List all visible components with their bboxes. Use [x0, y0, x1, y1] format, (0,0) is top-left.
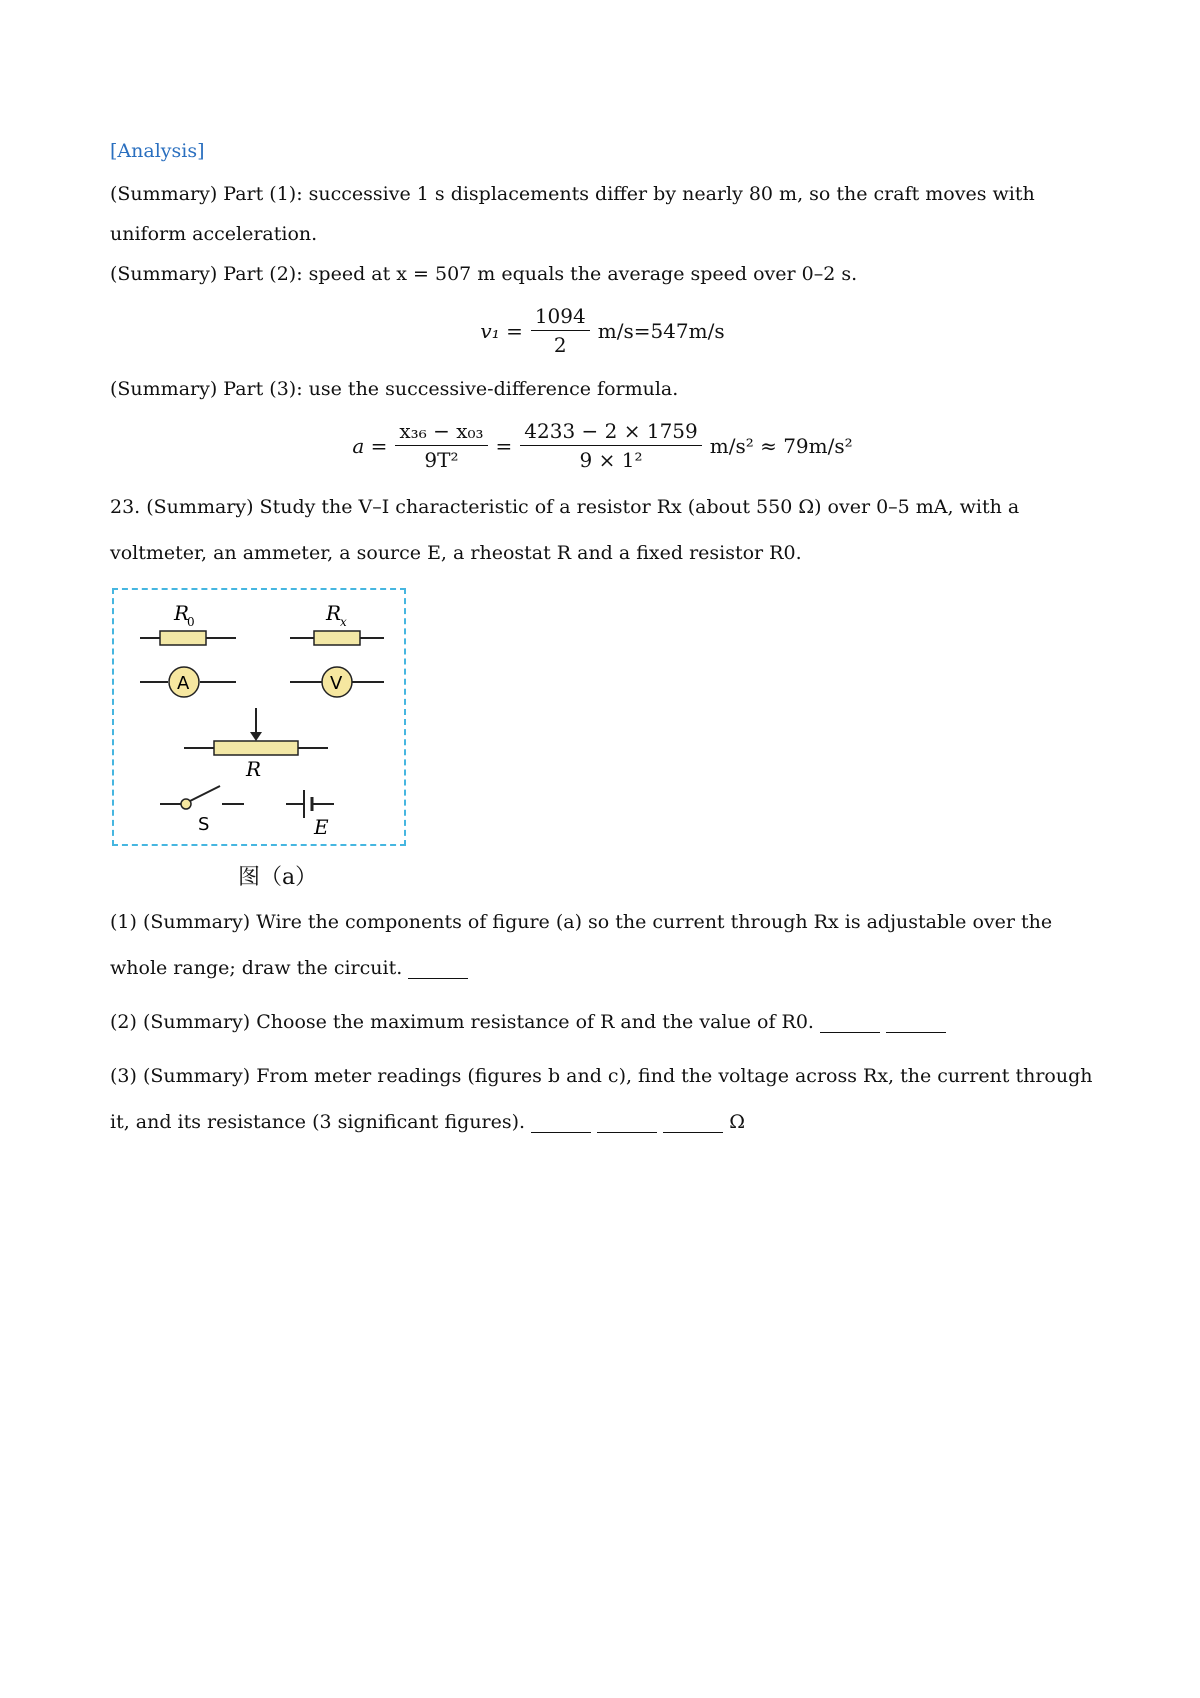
resistor-rx-symbol	[290, 601, 384, 645]
part3-text: (3) (Summary) From meter readings (figures b and c), find the voltage across Rx, the current through it, and its resistance (3 significant figures).	[110, 1065, 1093, 1133]
r0-subscript: 0	[187, 615, 195, 629]
detail-paragraph: (Summary) Part (1): successive 1 s displacements differ by nearly 80 m, so the craft moves with uniform acceleration.	[110, 183, 1035, 245]
document-page	[110, 140, 1095, 1145]
formula-acceleration	[110, 419, 1095, 472]
rheostat-label: R	[246, 757, 262, 781]
voltmeter-symbol	[290, 667, 384, 697]
answer-blank-rheostat[interactable]	[820, 1014, 880, 1033]
question-part2	[110, 999, 1095, 1045]
answer-blank-resistance[interactable]	[663, 1114, 723, 1133]
formula2-frac1-numerator: x₃₆ − x₀₃	[395, 419, 487, 446]
figure-caption: 图（a）	[238, 865, 318, 890]
formula1-numerator: 1094	[531, 304, 590, 331]
formula1-rhs: m/s=547m/s	[597, 318, 725, 343]
answer-blank-current[interactable]	[597, 1114, 657, 1133]
circuit-symbols	[114, 590, 404, 844]
formula2-lhs: a =	[352, 433, 388, 458]
ammeter-label: A	[177, 673, 190, 694]
formula2-rhs: m/s² ≈ 79m/s²	[709, 433, 853, 458]
ammeter-symbol	[140, 667, 236, 697]
switch-symbol	[160, 786, 244, 835]
rx-label: R	[326, 601, 342, 625]
part3-intro: (Summary) Part (3): use the successive-difference formula.	[110, 378, 679, 400]
ohm-unit: Ω	[729, 1111, 746, 1133]
question-part3	[110, 1053, 1095, 1145]
r0-label: R	[174, 601, 190, 625]
circuit-figure	[112, 588, 406, 846]
formula2-frac1-denominator: 9T²	[424, 448, 459, 472]
rheostat-symbol	[184, 708, 328, 781]
rx-subscript: x	[340, 615, 347, 629]
question-part1	[110, 899, 1095, 991]
battery-symbol	[286, 790, 334, 839]
battery-label: E	[314, 815, 329, 839]
part2-intro: (Summary) Part (2): speed at x = 507 m equals the average speed over 0–2 s.	[110, 263, 858, 285]
question23-intro: 23. (Summary) Study the V–I characteristic of a resistor Rx (about 550 Ω) over 0–5 mA, with a voltmeter, an ammeter, a source E, a rheostat R and a fixed resistor R0.	[110, 496, 1020, 564]
switch-label: S	[198, 814, 210, 835]
formula1-denominator: 2	[553, 333, 567, 357]
formula2-fraction1	[395, 419, 487, 472]
voltmeter-label: V	[330, 673, 343, 694]
analysis-heading: [Analysis]	[110, 140, 205, 162]
answer-blank-voltage[interactable]	[531, 1114, 591, 1133]
answer-blank-r0[interactable]	[886, 1014, 946, 1033]
formula2-fraction2	[520, 419, 701, 472]
answer-blank-circuit[interactable]	[408, 960, 468, 979]
formula2-equals: =	[495, 433, 513, 458]
formula1-lhs: v₁ =	[480, 318, 523, 343]
part2-text: (2) (Summary) Choose the maximum resistance of R and the value of R0.	[110, 1011, 814, 1033]
formula2-frac2-numerator: 4233 − 2 × 1759	[520, 419, 701, 446]
resistor-r0-symbol	[140, 601, 236, 645]
formula2-frac2-denominator: 9 × 1²	[579, 448, 643, 472]
part1-text: (1) (Summary) Wire the components of figure (a) so the current through Rx is adjustable over the whole range; draw the circuit.	[110, 911, 1053, 979]
formula-velocity	[110, 304, 1095, 357]
formula1-fraction	[531, 304, 590, 357]
